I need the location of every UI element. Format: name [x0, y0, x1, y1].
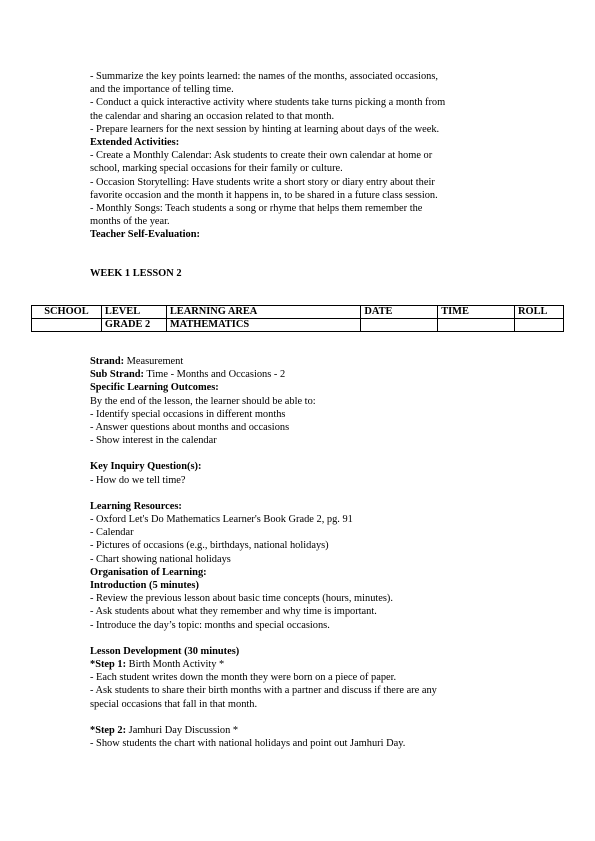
strand-line	[90, 355, 510, 368]
cell-time	[438, 319, 515, 332]
cell-learning-area: MATHEMATICS	[166, 319, 361, 332]
strand-value: Measurement	[124, 356, 184, 367]
outcomes-intro: By the end of the lesson, the learner should be able to:	[90, 395, 316, 407]
resources-heading: Learning Resources:	[90, 500, 182, 512]
outcome-item: - Show interest in the calendar	[90, 435, 217, 447]
substrand-line	[90, 368, 510, 381]
week-lesson-title: WEEK 1 LESSON 2	[90, 268, 182, 279]
outcome-item: - Answer questions about months and occasions	[90, 422, 290, 434]
extended-activity-line: - Occasion Storytelling: Have students write a short story or diary entry about their	[90, 176, 435, 188]
extended-activity-line: - Create a Monthly Calendar: Ask students to create their own calendar at home or	[90, 150, 433, 162]
step2-value: Jamhuri Day Discussion *	[126, 724, 239, 736]
conclusion-line: - Summarize the key points learned: the names of the months, associated occasions,	[90, 71, 438, 82]
previous-lesson-section	[90, 70, 510, 242]
step1-line	[90, 658, 510, 671]
conclusion-line: - Prepare learners for the next session by hinting at learning about days of the week.	[90, 123, 440, 135]
cell-level: GRADE 2	[101, 319, 166, 332]
cell-roll	[515, 319, 564, 332]
introduction-heading: Introduction (5 minutes)	[90, 580, 199, 592]
resource-item: - Pictures of occasions (e.g., birthdays, national holidays)	[90, 540, 329, 552]
conclusion-line: - Conduct a quick interactive activity where students take turns picking a month from	[90, 97, 446, 109]
header-school: SCHOOL	[32, 306, 102, 319]
lesson-plan-section	[90, 355, 510, 750]
step2-item: - Show students the chart with national holidays and point out Jamhuri Day.	[90, 738, 406, 750]
cell-date	[361, 319, 438, 332]
resource-item: - Calendar	[90, 527, 134, 539]
introduction-item: - Ask students about what they remember and why time is important.	[90, 606, 377, 618]
development-heading: Lesson Development (30 minutes)	[90, 645, 240, 657]
conclusion-line: and the importance of telling time.	[90, 84, 234, 96]
key-inquiry-item: - How do we tell time?	[90, 474, 186, 486]
outcome-item: - Identify special occasions in different months	[90, 408, 286, 420]
strand-label: Strand:	[90, 356, 125, 367]
header-level: LEVEL	[101, 306, 166, 319]
extended-activities-heading: Extended Activities:	[90, 137, 180, 149]
substrand-value: Time - Months and Occasions - 2	[144, 369, 286, 381]
conclusion-line: the calendar and sharing an occasion related to that month.	[90, 110, 335, 122]
organisation-heading: Organisation of Learning:	[90, 566, 207, 578]
extended-activity-line: months of the year.	[90, 216, 170, 228]
header-learning-area: LEARNING AREA	[166, 306, 361, 319]
step1-value: Birth Month Activity *	[126, 659, 225, 671]
resource-item: - Oxford Let's Do Mathematics Learner's Book Grade 2, pg. 91	[90, 514, 353, 526]
step2-label: *Step 2:	[90, 724, 127, 736]
step1-item: special occasions that fall in that month.	[90, 698, 258, 710]
outcomes-heading: Specific Learning Outcomes:	[90, 382, 219, 394]
key-inquiry-heading: Key Inquiry Question(s):	[90, 461, 202, 473]
extended-activity-line: school, marking special occasions for their family or culture.	[90, 163, 343, 175]
table-header-row	[32, 306, 564, 319]
table-row	[32, 319, 564, 332]
header-roll: ROLL	[515, 306, 564, 319]
self-evaluation-heading: Teacher Self-Evaluation:	[90, 229, 200, 241]
cell-school	[32, 319, 102, 332]
resource-item: - Chart showing national holidays	[90, 553, 231, 565]
introduction-item: - Review the previous lesson about basic time concepts (hours, minutes).	[90, 593, 393, 605]
header-date: DATE	[361, 306, 438, 319]
header-time: TIME	[438, 306, 515, 319]
step1-item: - Each student writes down the month they were born on a piece of paper.	[90, 672, 397, 684]
extended-activity-line: - Monthly Songs: Teach students a song or rhyme that helps them remember the	[90, 203, 423, 215]
step2-line	[90, 724, 510, 737]
introduction-item: - Introduce the day’s topic: months and special occasions.	[90, 619, 330, 631]
step1-item: - Ask students to share their birth months with a partner and discuss if there are any	[90, 685, 437, 697]
lesson-meta-table	[31, 305, 564, 332]
step1-label: *Step 1:	[90, 659, 127, 671]
extended-activity-line: favorite occasion and the month it happens in, to be shared in a future class session.	[90, 189, 438, 201]
substrand-label: Sub Strand:	[90, 369, 144, 381]
